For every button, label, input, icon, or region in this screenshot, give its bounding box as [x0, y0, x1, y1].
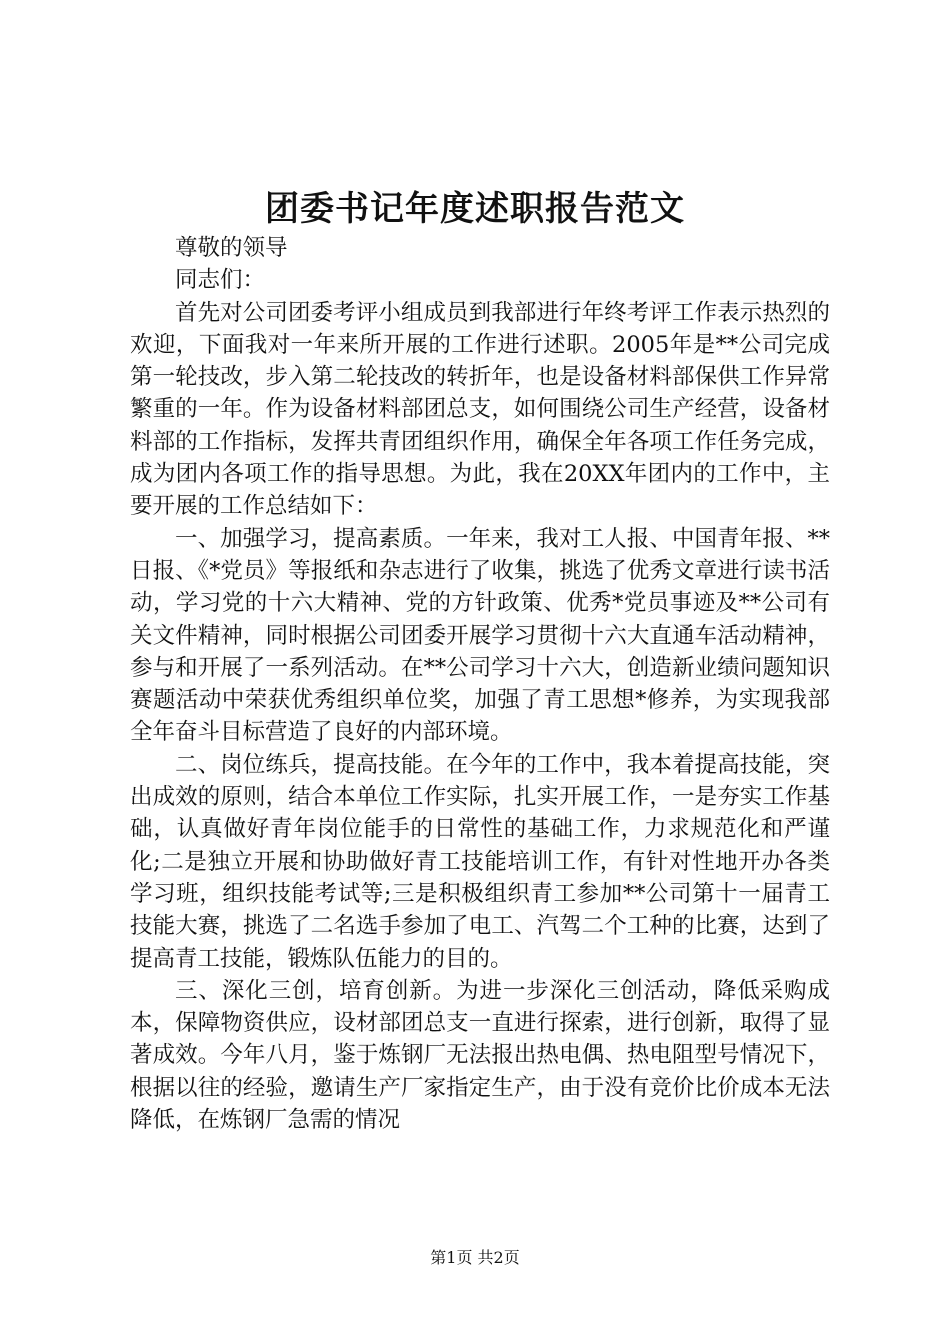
- page-number-footer: 第1页 共2页: [430, 1248, 520, 1267]
- document-title: 团委书记年度述职报告范文: [265, 189, 685, 229]
- document-body: [130, 232, 830, 1136]
- body-paragraph: 一、加强学习，提高素质。一年来，我对工人报、中国青年报、**日报、《*党员》等报纸和杂志进行了收集，挑选了优秀文章进行读书活动，学习党的十六大精神、党的方针政策、优秀*党员事迹及**公司有关文件精神，同时根据公司团委开展学习贯彻十六大直通车活动精神，参与和开展了一系列活动。在**公司学习十六大，创造新业绩问题知识赛题活动中荣获优秀组织单位奖，加强了青工思想*修养，为实现我部全年奋斗目标营造了良好的内部环境。: [130, 525, 830, 746]
- salutation-line: 同志们：: [175, 267, 266, 294]
- salutation-line: 尊敬的领导: [175, 235, 288, 261]
- body-paragraph: 三、深化三创，培育创新。为进一步深化三创活动，降低采购成本，保障物资供应，设材部团总支一直进行探索，进行创新，取得了显著成效。今年八月，鉴于炼钢厂无法报出热电偶、热电阻型号情况下，根据以往的经验，邀请生产厂家指定生产，由于没有竞价比价成本无法降低，在炼钢厂急需的情况: [130, 977, 830, 1134]
- body-paragraph: 首先对公司团委考评小组成员到我部进行年终考评工作表示热烈的欢迎，下面我对一年来所开展的工作进行述职。2005年是**公司完成第一轮技改，步入第二轮技改的转折年，也是设备材料部保供工作异常繁重的一年。作为设备材料部团总支，如何围绕公司生产经营，设备材料部的工作指标，发挥共青团组织作用，确保全年各项工作任务完成，成为团内各项工作的指导思想。为此，我在20XX年团内的工作中，主要开展的工作总结如下：: [130, 299, 830, 520]
- body-paragraph: 二、岗位练兵，提高技能。在今年的工作中，我本着提高技能，突出成效的原则，结合本单位工作实际，扎实开展工作，一是夯实工作基础，认真做好青年岗位能手的日常性的基础工作，力求规范化和严谨化;二是独立开展和协助做好青工技能培训工作，有针对性地开办各类学习班，组织技能考试等;三是积极组织青工参加**公司第十一届青工技能大赛，挑选了二名选手参加了电工、汽驾二个工种的比赛，达到了提高青工技能，锻炼队伍能力的目的。: [130, 751, 830, 972]
